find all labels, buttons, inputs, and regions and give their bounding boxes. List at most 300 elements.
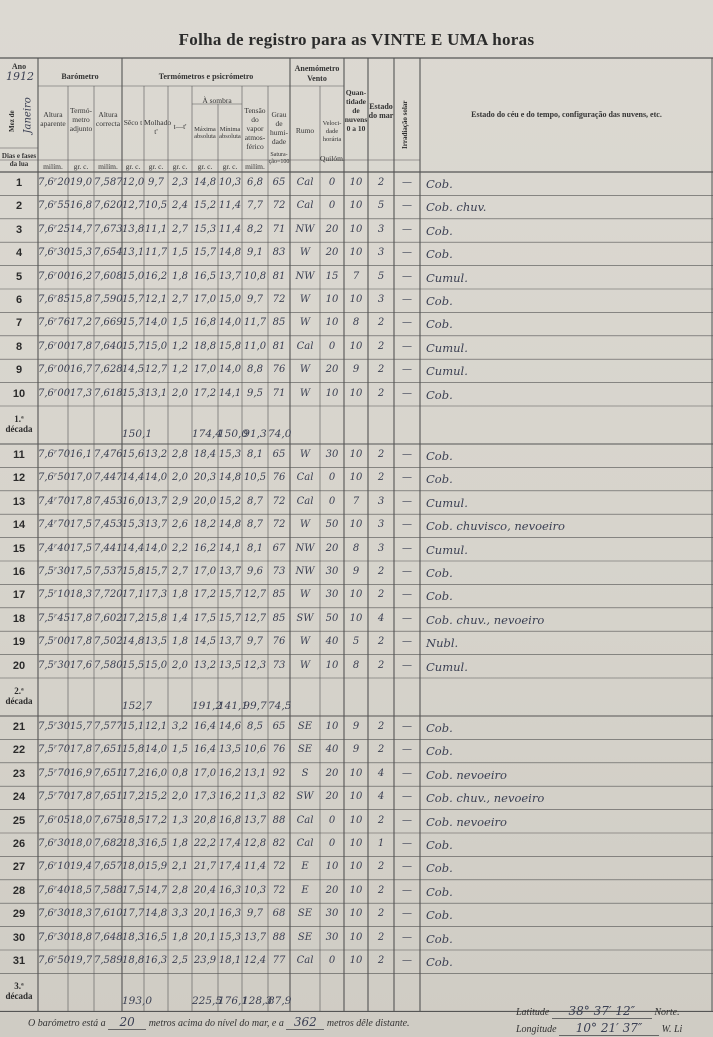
cell-tens: 8,1 [247,542,263,554]
cell-corr: 7,669 [94,317,123,329]
cell-alt: 7,5ʳ30 [38,721,71,732]
cell-rumo: SW [296,791,314,803]
cell-min: 16,3 [218,908,242,920]
cell-corr: 7,588 [94,884,123,896]
cell-tens: 8,5 [247,721,263,732]
cell-max: 20,3 [193,472,217,484]
cell-max: 14,8 [193,177,217,188]
day-number: 11 [13,449,25,461]
register-table [0,58,713,1008]
cell-mol: 15,8 [144,612,168,624]
cell-rem: Cumul. [426,364,468,379]
day-number: 16 [12,566,26,578]
cell-grau: 81 [272,340,286,352]
cell-td: 1,3 [172,814,188,826]
cell-rumo: Cal [296,838,314,849]
cell-rem: Cob. [426,838,453,852]
cell-seco: 17,5 [122,884,145,896]
cell-alt: 7,5ʳ70 [38,791,71,803]
cell-nuv: 10 [349,177,363,188]
cell-vel: 20 [325,767,339,779]
cell-grau: 65 [272,177,286,188]
cell-tens: 11,0 [243,340,267,352]
longitude-dir: W. Li [661,1024,683,1035]
cell-min: 17,4 [218,838,242,849]
cell-vel: 0 [328,495,336,507]
cell-term: 15,8 [69,294,93,305]
cell-td: 1,8 [172,931,188,943]
cell-term: 16,7 [69,364,93,376]
unit-altura-correcta: milím. [98,162,118,171]
cell-irr: — [402,838,412,849]
cell-vel: 0 [328,814,336,826]
cell-max: 23,9 [193,955,217,966]
day-number: 3 [15,223,23,236]
velocidade-header: Veloci-dade horária [322,120,342,143]
cell-min: 15,7 [218,612,242,624]
cell-irr: — [402,566,412,577]
cell-tens: 9,7 [247,636,263,648]
cell-seco: 15,7 [122,317,145,329]
cell-grau: 72 [272,884,286,896]
cell-td: 2,0 [172,659,188,671]
cell-irr: — [402,340,412,352]
unit-t-diff: gr. c. [172,162,188,171]
cell-mol: 12,1 [144,721,168,732]
cell-rem: Cumul. [426,659,468,674]
altura-aparente-header: Altura aparente [40,110,66,128]
decada-sum-tens: 99,7 [243,700,267,712]
cell-irr: — [402,472,412,484]
cell-tens: 13,7 [243,814,267,826]
cell-grau: 85 [272,317,286,329]
cell-irr: — [402,495,412,507]
cell-tens: 13,1 [243,767,267,779]
page-title: Folha de registro para as VINTE E UMA horas [178,30,535,49]
barometro-dist-value: 362 [286,1015,324,1030]
cell-corr: 7,651 [94,744,123,756]
unit-termometro-adjunto: gr. c. [73,162,89,171]
cell-seco: 18,5 [122,814,145,826]
cell-term: 18,3 [69,908,93,920]
barometro-mid: metros acima do nível do mar, e a [148,1018,284,1029]
cell-max: 17,2 [193,387,217,399]
cell-vel: 30 [325,931,339,943]
cell-mol: 16,0 [144,767,168,779]
cell-mol: 14,0 [144,542,168,554]
cell-corr: 7,590 [94,294,123,305]
cell-mar: 1 [377,838,385,849]
cell-mol: 16,3 [144,955,168,966]
cell-seco: 17,2 [122,791,145,803]
cell-nuv: 10 [349,955,363,966]
cell-corr: 7,577 [94,721,123,732]
cell-tens: 8,7 [247,495,263,507]
cell-td: 2,8 [172,884,188,896]
day-number: 7 [15,317,23,330]
cell-min: 15,0 [218,294,242,305]
cell-corr: 7,651 [94,767,123,779]
cell-alt: 7,6ʳ50 [38,955,71,966]
cell-rem: Cob. chuv. [426,200,487,215]
cell-rem: Cob. [426,177,453,191]
cell-tens: 8,8 [247,364,263,376]
cell-nuv: 8 [352,542,360,554]
cell-min: 14,1 [218,542,242,554]
cell-td: 2,5 [172,955,188,966]
cell-nuv: 10 [349,861,363,873]
cell-alt: 7,5ʳ00 [38,636,71,648]
cell-td: 2,4 [172,200,188,212]
cell-nuv: 10 [349,767,363,779]
cell-alt: 7,6ʳ25 [38,223,71,235]
cell-irr: — [402,931,412,943]
cell-grau: 72 [272,519,286,531]
cell-irr: — [402,449,412,460]
decada-label: 3.ª década [5,981,33,1002]
cell-rumo: SE [297,931,313,943]
cell-corr: 7,610 [94,908,123,920]
day-number: 22 [12,744,26,757]
cell-corr: 7,537 [94,566,123,577]
cell-td: 1,2 [172,364,188,376]
cell-max: 20,1 [193,931,217,943]
cell-grau: 73 [272,566,286,577]
cell-alt: 7,6ʳ10 [38,861,71,873]
unit-tensao: milím. [245,162,265,171]
cell-mar: 2 [377,659,385,671]
cell-alt: 7,6ʳ50 [38,472,71,484]
cell-grau: 92 [272,767,286,779]
day-number: 21 [12,721,26,733]
cell-nuv: 9 [352,744,360,756]
cell-grau: 77 [272,955,286,966]
cell-corr: 7,673 [94,223,123,235]
cell-grau: 85 [272,612,286,624]
cell-vel: 20 [325,247,339,259]
cell-mol: 13,7 [144,495,168,507]
day-number: 29 [12,908,26,921]
cell-mol: 16,2 [144,270,168,282]
cell-rem: Cumul. [426,542,468,557]
unit-molhado: gr. c. [148,162,164,171]
cell-seco: 15,3 [122,519,145,531]
cell-rem: Cob. [426,955,453,969]
cell-rem: Cob. [426,861,453,876]
cell-mar: 2 [377,177,385,188]
cell-term: 17,8 [69,612,93,624]
cell-vel: 40 [325,744,339,756]
cell-td: 2,8 [172,449,188,460]
cell-irr: — [402,364,412,376]
cell-corr: 7,618 [94,387,123,399]
cell-rem: Cob. [426,387,453,402]
cell-nuv: 10 [349,884,363,896]
cell-mar: 4 [377,791,385,803]
cell-min: 13,5 [218,659,242,671]
decada-sum-min: 176,1 [218,995,249,1008]
cell-min: 14,8 [218,472,242,484]
cell-vel: 30 [325,566,339,577]
cell-term: 16,1 [69,449,93,460]
cell-grau: 72 [272,200,286,212]
cell-min: 14,1 [218,387,242,399]
cell-nuv: 9 [352,721,360,732]
cell-corr: 7,648 [94,931,123,943]
cell-td: 1,8 [172,838,188,849]
cell-min: 15,3 [218,449,242,460]
day-number: 6 [15,294,23,306]
cell-rumo: W [299,317,311,329]
cell-seco: 16,0 [122,495,145,507]
cell-vel: 50 [325,612,339,624]
cell-term: 17,8 [69,791,93,803]
decada-sum-grau: 74,0 [268,428,292,440]
cell-term: 17,5 [69,542,93,554]
cell-min: 16,2 [218,791,242,803]
cell-tens: 12,3 [243,659,267,671]
cell-alt: 7,6ʳ30 [38,838,71,849]
cell-max: 16,5 [193,270,217,282]
cell-term: 17,8 [69,744,93,756]
barometro-post: metros dêle distante. [326,1018,410,1029]
cell-nuv: 8 [352,659,360,671]
cell-td: 1,4 [172,612,188,624]
cell-corr: 7,476 [94,449,123,460]
cell-seco: 14,4 [122,472,145,484]
cell-nuv: 10 [349,519,363,531]
cell-alt: 7,4ʳ70 [38,495,71,507]
cell-vel: 0 [328,472,336,484]
cell-tens: 12,7 [243,589,267,601]
cell-term: 19,0 [69,177,93,188]
day-number: 31 [12,955,26,967]
cell-tens: 7,7 [247,200,263,212]
cell-grau: 76 [272,744,286,756]
cell-rumo: W [299,247,311,259]
cell-rem: Cob. [426,721,453,735]
decada-sum-min: 141,1 [218,700,249,712]
cell-alt: 7,6ʳ70 [38,449,71,460]
longitude-value: 10° 21′ 37″ [559,1021,659,1036]
irradiacao-header: Irradiação solar [401,100,409,149]
cell-vel: 10 [325,861,339,873]
day-number: 18 [12,612,26,625]
cell-rem: Cob. [426,317,453,332]
cell-max: 13,2 [193,659,217,671]
cell-nuv: 10 [349,908,363,920]
cell-vel: 0 [328,200,336,212]
cell-corr: 7,654 [94,247,123,259]
cell-alt: 7,5ʳ30 [38,566,71,577]
cell-min: 15,7 [218,589,242,601]
cell-min: 11,4 [218,223,242,235]
cell-rumo: W [299,294,311,305]
day-number: 19 [12,636,26,649]
cell-alt: 7,5ʳ70 [38,744,71,756]
cell-rem: Cob. [426,247,453,262]
cell-rumo: Cal [296,472,314,484]
decada-label: 1.ª década [5,414,33,434]
cell-rem: Cob. chuv., nevoeiro [426,791,545,806]
cell-term: 18,5 [69,884,93,896]
latitude-value: 38° 37′ 12″ [552,1004,652,1019]
longitude-label: Longitude [516,1024,557,1035]
cell-max: 18,2 [193,519,217,531]
latitude-dir: Norte. [654,1007,680,1018]
cell-mar: 3 [377,247,385,259]
cell-term: 17,8 [69,495,93,507]
cell-corr: 7,675 [94,814,123,826]
cell-mol: 14,8 [144,908,168,920]
cell-tens: 11,4 [243,861,267,873]
cell-grau: 76 [272,636,286,648]
cell-tens: 6,8 [247,177,263,188]
cell-nuv: 7 [352,495,360,507]
cell-seco: 13,8 [122,223,145,235]
cell-rumo: NW [295,542,315,554]
cell-max: 20,1 [193,908,217,920]
cell-mar: 2 [377,861,385,873]
cell-nuv: 10 [349,612,363,624]
cell-term: 18,0 [69,814,93,826]
cell-mar: 2 [377,589,385,601]
cell-min: 14,6 [218,721,242,732]
cell-irr: — [402,636,412,648]
cell-term: 18,0 [69,838,93,849]
cell-rumo: W [299,449,311,460]
decada-sum-max: 174,4 [192,428,223,440]
cell-vel: 30 [325,449,339,460]
decada-sum-seco: 150,1 [122,428,153,440]
cell-mol: 10,5 [144,200,168,212]
cell-rem: Cob. [426,884,453,899]
cell-tens: 9,5 [247,387,263,399]
day-number: 14 [12,519,26,532]
cell-max: 18,8 [193,340,217,352]
cell-mol: 13,7 [144,519,168,531]
cell-nuv: 10 [349,838,363,849]
day-number: 17 [12,589,26,602]
cell-alt: 7,6ʳ40 [38,884,71,896]
cell-grau: 83 [272,247,286,259]
cell-term: 17,0 [69,472,93,484]
cell-irr: — [402,542,412,554]
cell-nuv: 10 [349,294,363,305]
cell-term: 19,4 [69,861,93,873]
cell-mol: 14,0 [144,317,168,329]
cell-td: 3,3 [172,908,188,920]
cell-grau: 76 [272,364,286,376]
cell-mol: 15,0 [144,659,168,671]
cell-corr: 7,720 [94,589,123,601]
latitude [516,1004,680,1019]
cell-tens: 11,7 [243,317,267,329]
cell-vel: 0 [328,177,336,188]
cell-td: 2,7 [172,566,188,577]
day-number: 13 [12,495,26,508]
day-number: 9 [15,364,23,377]
cell-max: 15,7 [193,247,217,259]
cell-nuv: 7 [352,270,360,282]
cell-seco: 15,0 [122,270,145,282]
cell-rumo: Cal [296,955,314,966]
cell-corr: 7,447 [94,472,123,484]
cell-rumo: NW [295,566,315,577]
cell-grau: 72 [272,861,286,873]
cell-term: 19,7 [69,955,93,966]
cell-min: 16,8 [218,814,242,826]
quilom-header: Quilóm. [320,154,345,163]
cell-mol: 15,7 [144,566,168,577]
cell-td: 3,2 [172,721,188,732]
decada-sum-tens: 128,3 [242,995,273,1008]
cell-nuv: 10 [349,589,363,601]
cell-irr: — [402,317,412,329]
cell-nuv: 10 [349,814,363,826]
cell-irr: — [402,294,412,305]
unit-minima: gr. c. [222,162,238,171]
cell-mar: 2 [377,387,385,399]
cell-mar: 2 [377,908,385,920]
cell-max: 17,0 [193,566,217,577]
cell-rumo: SE [297,721,313,732]
cell-max: 20,8 [193,814,217,826]
cell-alt: 7,6ʳ05 [38,814,71,826]
cell-tens: 13,7 [243,931,267,943]
cell-rem: Cob. chuv., nevoeiro [426,612,545,627]
cell-grau: 72 [272,495,286,507]
cell-mar: 2 [377,364,385,376]
barometro-footer [28,1015,410,1030]
cell-nuv: 10 [349,791,363,803]
cell-alt: 7,6ʳ76 [38,317,71,329]
cell-irr: — [402,791,412,803]
dias-label: Dias e fases da lua [1,152,37,168]
cell-term: 17,2 [69,317,93,329]
cell-grau: 65 [272,721,286,732]
cell-rumo: W [299,659,311,671]
cell-grau: 82 [272,791,286,803]
decada-sum-max: 191,2 [192,700,223,712]
cell-rem: Cob. [426,449,453,463]
cell-mol: 15,0 [144,340,168,352]
cell-grau: 72 [272,294,286,305]
cell-rumo: W [299,636,311,648]
cell-corr: 7,608 [94,270,123,282]
cell-term: 16,9 [69,767,93,779]
decada-sum-seco: 152,7 [122,700,153,712]
longitude [516,1021,682,1036]
cell-seco: 18,3 [122,931,145,943]
cell-rumo: W [299,364,311,376]
cell-alt: 7,6ʳ30 [38,247,71,259]
cell-rem: Nubl. [426,636,459,651]
cell-grau: 68 [272,908,286,920]
cell-irr: — [402,270,412,282]
cell-irr: — [402,589,412,601]
cell-alt: 7,5ʳ45 [38,612,71,624]
cell-mol: 14,0 [144,744,168,756]
cell-term: 17,5 [69,519,93,531]
cell-alt: 7,5ʳ10 [38,589,71,601]
day-number: 2 [15,200,23,213]
cell-max: 16,8 [193,317,217,329]
cell-seco: 18,8 [122,955,145,966]
cell-td: 2,6 [172,519,188,531]
cell-mar: 4 [377,767,385,779]
cell-mar: 2 [377,955,385,966]
